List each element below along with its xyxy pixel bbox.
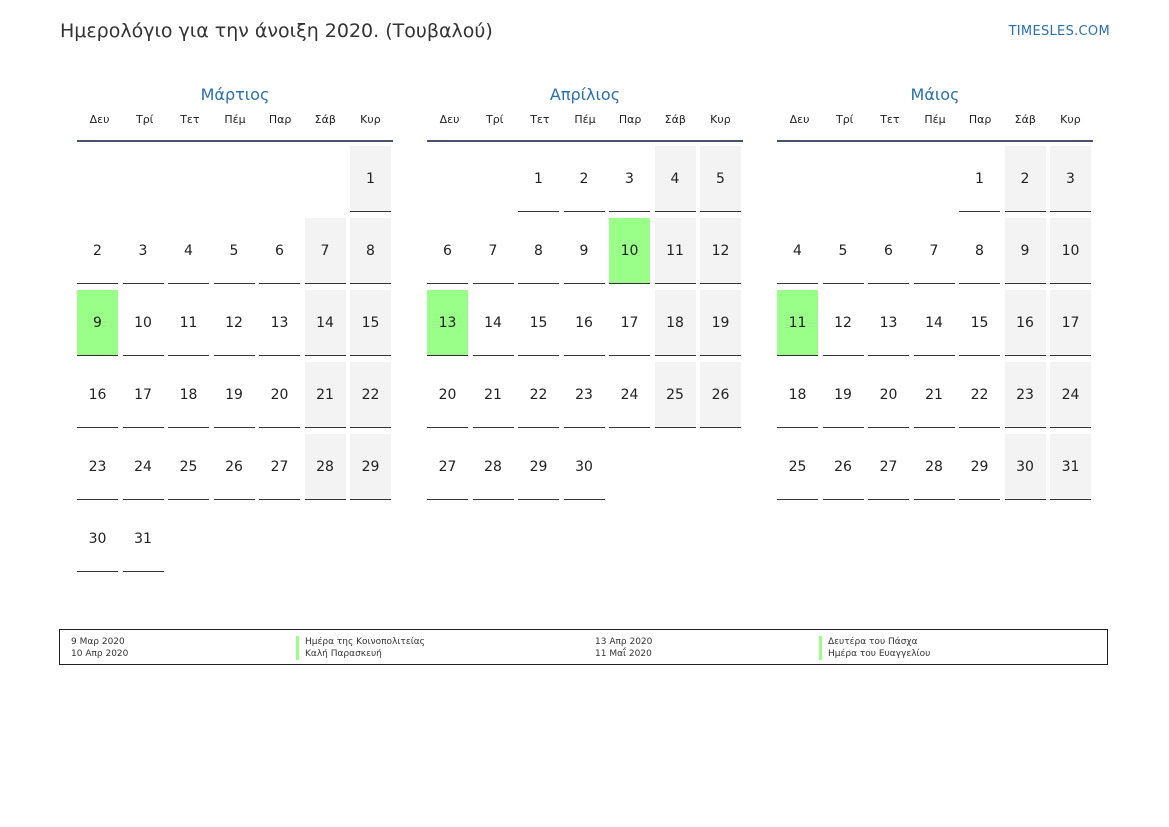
day-cell: 19 (700, 290, 741, 356)
day-cell: 16 (77, 362, 118, 428)
weekday-label: Δευ (789, 113, 810, 126)
weekday-label: Κυρ (710, 113, 731, 126)
day-cell: 19 (214, 362, 255, 428)
day-cell: 7 (305, 218, 346, 284)
day-cell: 26 (823, 434, 864, 500)
day-cell: 13 (259, 290, 300, 356)
weekday-label: Τρί (485, 113, 504, 126)
weekday-label: Σάβ (1014, 113, 1036, 126)
month-calendar (777, 82, 1093, 500)
day-cell: 8 (959, 218, 1000, 284)
weekday-label: Τρί (835, 113, 854, 126)
day-cell: 27 (259, 434, 300, 500)
weekday-label: Πέμ (574, 113, 596, 126)
empty-cell (259, 146, 300, 212)
empty-cell (777, 146, 818, 212)
day-cell: 31 (1050, 434, 1091, 500)
weekday-label: Τρί (135, 113, 154, 126)
weekday-label: Τετ (530, 113, 550, 126)
weekday-label: Δευ (89, 113, 110, 126)
day-cell: 22 (518, 362, 559, 428)
day-cell: 28 (473, 434, 514, 500)
day-cell: 27 (868, 434, 909, 500)
month-name: Απρίλιος (549, 85, 621, 104)
weekday-label: Σάβ (664, 113, 686, 126)
day-cell: 29 (959, 434, 1000, 500)
legend-date: 11 Μαΐ 2020 (595, 649, 652, 659)
day-grid (427, 146, 743, 500)
day-grid (777, 146, 1093, 500)
weekday-label: Παρ (268, 113, 292, 126)
day-cell: 17 (123, 362, 164, 428)
day-cell: 17 (609, 290, 650, 356)
day-cell: 14 (305, 290, 346, 356)
day-cell: 21 (473, 362, 514, 428)
day-cell: 2 (1005, 146, 1046, 212)
day-cell: 12 (214, 290, 255, 356)
weekday-label: Κυρ (1060, 113, 1081, 126)
day-cell: 23 (1005, 362, 1046, 428)
day-cell: 1 (959, 146, 1000, 212)
day-cell: 25 (777, 434, 818, 500)
day-cell: 28 (305, 434, 346, 500)
day-cell: 15 (350, 290, 391, 356)
holiday-day-cell: 9 (77, 290, 118, 356)
weekday-label: Πέμ (224, 113, 246, 126)
day-cell: 3 (123, 218, 164, 284)
weekday-label: Σάβ (314, 113, 336, 126)
day-cell: 20 (427, 362, 468, 428)
day-cell: 25 (168, 434, 209, 500)
day-cell: 19 (823, 362, 864, 428)
day-cell: 24 (123, 434, 164, 500)
day-cell: 14 (914, 290, 955, 356)
empty-cell (77, 146, 118, 212)
empty-cell (427, 146, 468, 212)
day-cell: 7 (473, 218, 514, 284)
day-cell: 30 (564, 434, 605, 500)
day-cell: 23 (564, 362, 605, 428)
legend-date: 10 Απρ 2020 (71, 649, 129, 659)
day-cell: 21 (305, 362, 346, 428)
month-name: Μάρτιος (200, 85, 270, 104)
day-cell: 25 (655, 362, 696, 428)
empty-cell (123, 146, 164, 212)
day-cell: 6 (427, 218, 468, 284)
day-cell: 6 (259, 218, 300, 284)
day-cell: 8 (350, 218, 391, 284)
day-cell: 10 (123, 290, 164, 356)
day-cell: 18 (777, 362, 818, 428)
holiday-day-cell: 10 (609, 218, 650, 284)
weekday-label: Δευ (439, 113, 460, 126)
day-cell: 11 (168, 290, 209, 356)
day-cell: 11 (655, 218, 696, 284)
day-cell: 21 (914, 362, 955, 428)
legend-holiday-name: Ημέρα του Ευαγγελίου (819, 648, 930, 660)
weekday-label: Τετ (880, 113, 900, 126)
weekday-label: Κυρ (360, 113, 381, 126)
day-cell: 13 (868, 290, 909, 356)
legend-date: 13 Απρ 2020 (595, 637, 653, 647)
day-cell: 16 (1005, 290, 1046, 356)
legend-holiday-name: Δευτέρα του Πάσχα (819, 636, 918, 648)
day-cell: 7 (914, 218, 955, 284)
weekday-label: Παρ (968, 113, 992, 126)
empty-cell (473, 146, 514, 212)
day-cell: 2 (564, 146, 605, 212)
day-cell: 4 (655, 146, 696, 212)
month-name: Μάιος (910, 85, 960, 104)
day-cell: 29 (350, 434, 391, 500)
day-cell: 4 (777, 218, 818, 284)
day-cell: 5 (823, 218, 864, 284)
day-cell: 24 (609, 362, 650, 428)
day-cell: 22 (959, 362, 1000, 428)
day-cell: 28 (914, 434, 955, 500)
day-cell: 20 (259, 362, 300, 428)
empty-cell (305, 146, 346, 212)
day-cell: 24 (1050, 362, 1091, 428)
day-cell: 26 (214, 434, 255, 500)
day-cell: 26 (700, 362, 741, 428)
holiday-day-cell: 11 (777, 290, 818, 356)
empty-cell (914, 146, 955, 212)
empty-cell (214, 146, 255, 212)
holiday-day-cell: 13 (427, 290, 468, 356)
day-cell: 22 (350, 362, 391, 428)
day-cell: 30 (1005, 434, 1046, 500)
weekday-header (77, 108, 393, 142)
weekday-label: Παρ (618, 113, 642, 126)
day-cell: 4 (168, 218, 209, 284)
day-cell: 1 (518, 146, 559, 212)
weekday-header (777, 108, 1093, 142)
empty-cell (823, 146, 864, 212)
day-cell: 3 (1050, 146, 1091, 212)
day-cell: 10 (1050, 218, 1091, 284)
empty-cell (868, 146, 909, 212)
day-cell: 17 (1050, 290, 1091, 356)
day-cell: 1 (350, 146, 391, 212)
day-cell: 23 (77, 434, 118, 500)
holiday-legend (59, 629, 1108, 665)
day-cell: 2 (77, 218, 118, 284)
legend-holiday-name: Καλή Παρασκευή (296, 648, 382, 660)
legend-date: 9 Μαρ 2020 (71, 637, 125, 647)
day-cell: 31 (123, 506, 164, 572)
day-cell: 6 (868, 218, 909, 284)
day-cell: 15 (959, 290, 1000, 356)
day-cell: 27 (427, 434, 468, 500)
month-calendar (427, 82, 743, 500)
day-cell: 18 (168, 362, 209, 428)
day-cell: 12 (823, 290, 864, 356)
page-title: Ημερολόγιο για την άνοιξη 2020. (Τουβαλού) (60, 20, 493, 42)
day-cell: 9 (1005, 218, 1046, 284)
day-cell: 30 (77, 506, 118, 572)
day-cell: 5 (700, 146, 741, 212)
day-grid (77, 146, 393, 572)
legend-holiday-name: Ημέρα της Κοινοπολιτείας (296, 636, 425, 648)
day-cell: 9 (564, 218, 605, 284)
day-cell: 5 (214, 218, 255, 284)
empty-cell (168, 146, 209, 212)
day-cell: 20 (868, 362, 909, 428)
weekday-label: Τετ (180, 113, 200, 126)
day-cell: 16 (564, 290, 605, 356)
weekday-header (427, 108, 743, 142)
day-cell: 14 (473, 290, 514, 356)
day-cell: 15 (518, 290, 559, 356)
day-cell: 3 (609, 146, 650, 212)
day-cell: 18 (655, 290, 696, 356)
weekday-label: Πέμ (924, 113, 946, 126)
day-cell: 12 (700, 218, 741, 284)
month-calendar (77, 82, 393, 572)
day-cell: 29 (518, 434, 559, 500)
day-cell: 8 (518, 218, 559, 284)
site-logo-link[interactable]: TIMESLES.COM (1008, 24, 1110, 39)
